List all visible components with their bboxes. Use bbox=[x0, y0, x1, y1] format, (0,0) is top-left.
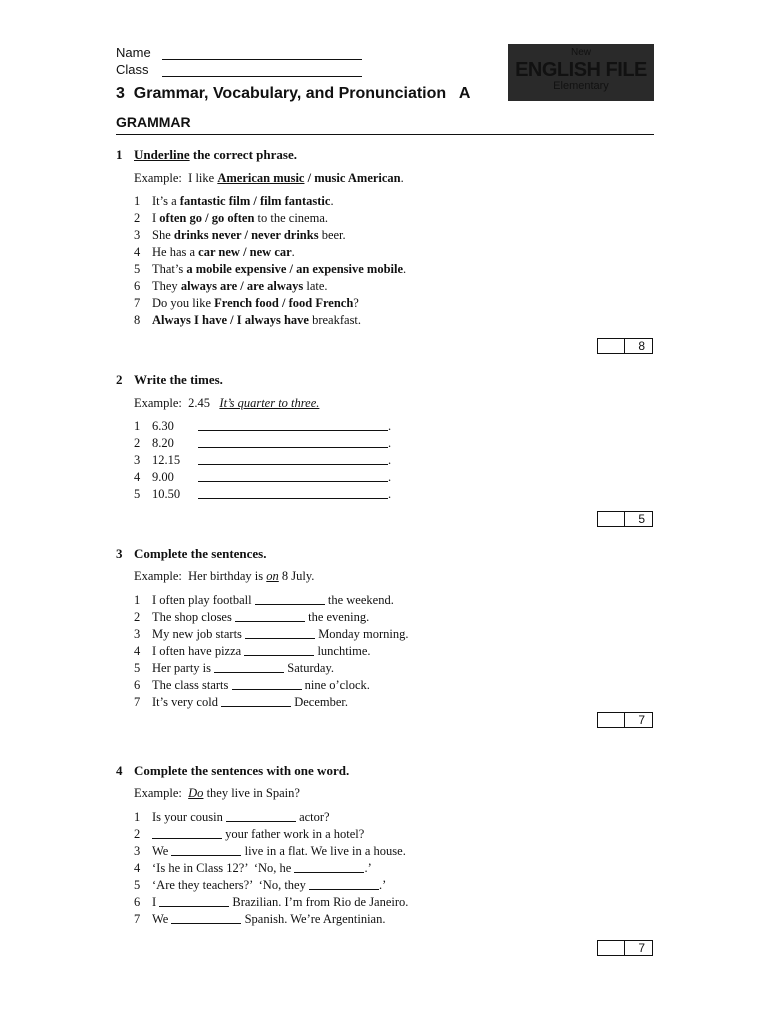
q1-item[interactable] bbox=[134, 312, 406, 329]
item-text: . bbox=[291, 245, 295, 259]
item-text: They bbox=[152, 279, 181, 293]
answer-blank[interactable] bbox=[214, 662, 284, 673]
item-number: 4 bbox=[134, 861, 141, 875]
q4-score-input[interactable] bbox=[597, 940, 625, 956]
q3-item bbox=[134, 677, 408, 694]
item-text: It’s very cold bbox=[152, 695, 222, 709]
q1-item[interactable] bbox=[134, 193, 406, 210]
item-text: . bbox=[330, 194, 334, 208]
item-number: 7 bbox=[134, 695, 141, 709]
item-number: 3 bbox=[134, 228, 141, 242]
answer-blank[interactable] bbox=[294, 862, 364, 873]
item-text: The class starts bbox=[152, 678, 232, 692]
item-text: We bbox=[152, 912, 172, 926]
item-text: Brazilian. I’m from Rio de Janeiro. bbox=[229, 895, 409, 909]
item-number: 1 bbox=[134, 810, 141, 824]
item-number: 8 bbox=[134, 313, 141, 327]
q3-score-total: 7 bbox=[624, 712, 653, 728]
item-number: 1 bbox=[134, 593, 141, 607]
item-number: 2 bbox=[134, 436, 141, 450]
item-text: Saturday. bbox=[284, 661, 335, 675]
q3-example bbox=[134, 569, 314, 584]
answer-blank[interactable] bbox=[198, 437, 388, 448]
q2-example-time: 2.45 bbox=[188, 396, 211, 410]
item-number: 3 bbox=[134, 453, 141, 467]
item-number: 5 bbox=[134, 262, 141, 276]
item-text: ‘Are they teachers?’ ‘No, they bbox=[152, 878, 309, 892]
answer-blank[interactable] bbox=[255, 594, 325, 605]
item-number: 3 bbox=[134, 844, 141, 858]
q3-items bbox=[134, 592, 408, 711]
q3-item bbox=[134, 694, 408, 711]
q3-item bbox=[134, 626, 408, 643]
q3-example-label: Example: bbox=[134, 569, 182, 583]
item-text: Spanish. We’re Argentinian. bbox=[241, 912, 386, 926]
q4-item bbox=[134, 843, 408, 860]
item-text: .’ bbox=[378, 878, 387, 892]
q2-title bbox=[116, 372, 223, 388]
item-text: ‘Is he in Class 12?’ ‘No, he bbox=[152, 861, 295, 875]
item-text: . bbox=[388, 453, 392, 467]
item-text: . bbox=[388, 419, 392, 433]
q4-title bbox=[116, 763, 349, 779]
unit-title: 3 Grammar, Vocabulary, and Pronunciation A bbox=[116, 85, 471, 102]
item-text: . bbox=[403, 262, 407, 276]
item-text: the evening. bbox=[304, 610, 370, 624]
item-number: 7 bbox=[134, 296, 141, 310]
item-text: She bbox=[152, 228, 174, 242]
item-number: 6 bbox=[134, 895, 141, 909]
q4-item bbox=[134, 894, 408, 911]
item-options[interactable]: drinks never / never drinks bbox=[173, 228, 319, 242]
item-number: 4 bbox=[134, 470, 141, 484]
item-text: ? bbox=[353, 296, 359, 310]
item-options[interactable]: a mobile expensive / an expensive mobile bbox=[186, 262, 404, 276]
q1-example-post: . bbox=[400, 171, 404, 185]
q2-items bbox=[134, 418, 391, 503]
q2-example-label: Example: bbox=[134, 396, 182, 410]
item-text: . bbox=[388, 436, 392, 450]
item-text: your father work in a hotel? bbox=[222, 827, 365, 841]
logo-sub-text: Elementary bbox=[553, 80, 609, 92]
q1-item[interactable] bbox=[134, 210, 406, 227]
item-time: 10.50 bbox=[152, 487, 181, 501]
item-text: breakfast. bbox=[308, 313, 362, 327]
q3-score-input[interactable] bbox=[597, 712, 625, 728]
answer-blank[interactable] bbox=[221, 696, 291, 707]
name-field[interactable] bbox=[162, 59, 362, 60]
item-text: . bbox=[388, 470, 392, 484]
q3-item bbox=[134, 592, 408, 609]
answer-blank[interactable] bbox=[198, 471, 388, 482]
q2-title-text: Write the times. bbox=[134, 372, 223, 387]
item-number: 4 bbox=[134, 245, 141, 259]
item-text: We bbox=[152, 844, 172, 858]
item-text: The shop closes bbox=[152, 610, 235, 624]
item-text: I often have pizza bbox=[152, 644, 245, 658]
item-number: 2 bbox=[134, 211, 141, 225]
item-text: .’ bbox=[364, 861, 372, 875]
q4-score-total: 7 bbox=[624, 940, 653, 956]
item-options[interactable]: always are / are always bbox=[180, 279, 304, 293]
q2-item bbox=[134, 418, 391, 435]
q1-example-pre: I like bbox=[188, 171, 218, 185]
answer-blank[interactable] bbox=[235, 611, 305, 622]
q1-example-answer: American music bbox=[217, 171, 305, 185]
q4-item bbox=[134, 911, 408, 928]
item-options[interactable]: French food / food French bbox=[214, 296, 354, 310]
q4-example-label: Example: bbox=[134, 786, 182, 800]
item-number: 5 bbox=[134, 878, 141, 892]
item-number: 4 bbox=[134, 644, 141, 658]
item-options[interactable]: often go / go often bbox=[159, 211, 255, 225]
item-text: I bbox=[152, 895, 160, 909]
q3-item bbox=[134, 660, 408, 677]
q1-item[interactable] bbox=[134, 278, 406, 295]
q1-number: 1 bbox=[116, 147, 123, 162]
name-label: Name bbox=[116, 45, 151, 60]
item-text: He has a bbox=[152, 245, 199, 259]
item-text: Do you like bbox=[152, 296, 215, 310]
item-number: 7 bbox=[134, 912, 141, 926]
item-text: late. bbox=[303, 279, 328, 293]
item-options[interactable]: fantastic film / film fantastic bbox=[179, 194, 331, 208]
item-options[interactable]: car new / new car bbox=[198, 245, 292, 259]
section-heading: GRAMMAR bbox=[116, 114, 191, 130]
q2-score-total: 5 bbox=[624, 511, 653, 527]
q1-score-input[interactable] bbox=[597, 338, 625, 354]
answer-blank[interactable] bbox=[232, 679, 302, 690]
q1-title-rest: the correct phrase. bbox=[189, 147, 297, 162]
answer-blank[interactable] bbox=[152, 828, 222, 839]
answer-blank[interactable] bbox=[244, 645, 314, 656]
answer-blank[interactable] bbox=[171, 913, 241, 924]
item-time: 6.30 bbox=[152, 419, 174, 433]
q4-items bbox=[134, 809, 408, 928]
answer-blank[interactable] bbox=[198, 488, 388, 499]
item-text: actor? bbox=[295, 810, 330, 824]
q1-item[interactable] bbox=[134, 295, 406, 312]
q4-example-answer: Do bbox=[188, 786, 204, 800]
item-text: lunchtime. bbox=[314, 644, 371, 658]
item-number: 2 bbox=[134, 827, 141, 841]
item-number: 2 bbox=[134, 610, 141, 624]
q1-items bbox=[134, 193, 406, 329]
q1-title bbox=[116, 147, 297, 163]
item-number: 1 bbox=[134, 194, 141, 208]
q4-item bbox=[134, 826, 408, 843]
item-number: 3 bbox=[134, 627, 141, 641]
item-text: December. bbox=[291, 695, 349, 709]
q3-example-pre: Her birthday is bbox=[188, 569, 267, 583]
answer-blank[interactable] bbox=[198, 454, 388, 465]
item-text: live in a flat. We live in a house. bbox=[241, 844, 406, 858]
section-divider bbox=[116, 134, 654, 135]
item-text: It’s a bbox=[152, 194, 180, 208]
answer-blank[interactable] bbox=[309, 879, 379, 890]
q2-example-answer: It’s quarter to three. bbox=[219, 396, 320, 410]
answer-blank[interactable] bbox=[226, 811, 296, 822]
q1-item[interactable] bbox=[134, 261, 406, 278]
q2-item bbox=[134, 486, 391, 503]
q1-example-label: Example: bbox=[134, 171, 182, 185]
item-time: 12.15 bbox=[152, 453, 181, 467]
item-time: 9.00 bbox=[152, 470, 174, 484]
item-number: 6 bbox=[134, 678, 141, 692]
q2-item bbox=[134, 435, 391, 452]
q3-item bbox=[134, 609, 408, 626]
item-text: Is your cousin bbox=[152, 810, 226, 824]
item-text: My new job starts bbox=[152, 627, 246, 641]
q1-title-underlined: Underline bbox=[134, 147, 190, 162]
item-number: 5 bbox=[134, 487, 141, 501]
item-text: beer. bbox=[318, 228, 346, 242]
q4-number: 4 bbox=[116, 763, 123, 778]
answer-blank[interactable] bbox=[198, 420, 388, 431]
q2-item bbox=[134, 452, 391, 469]
answer-blank[interactable] bbox=[245, 628, 315, 639]
q4-example-post: they live in Spain? bbox=[203, 786, 300, 800]
item-text: the weekend. bbox=[324, 593, 394, 607]
q3-title-text: Complete the sentences. bbox=[134, 546, 267, 561]
q4-item bbox=[134, 860, 408, 877]
class-field[interactable] bbox=[162, 76, 362, 77]
q2-number: 2 bbox=[116, 372, 123, 387]
q3-number: 3 bbox=[116, 546, 123, 561]
q3-title bbox=[116, 546, 267, 562]
q1-example-option: / music American bbox=[304, 171, 401, 185]
q1-item[interactable] bbox=[134, 227, 406, 244]
item-text: nine o’clock. bbox=[301, 678, 370, 692]
q4-example bbox=[134, 786, 300, 801]
q1-score-total: 8 bbox=[624, 338, 653, 354]
class-label: Class bbox=[116, 62, 149, 77]
item-text: Her party is bbox=[152, 661, 215, 675]
q2-item bbox=[134, 469, 391, 486]
item-text: That’s bbox=[152, 262, 187, 276]
item-options[interactable]: Always I have / I always have bbox=[152, 313, 309, 327]
q2-score-input[interactable] bbox=[597, 511, 625, 527]
q1-item[interactable] bbox=[134, 244, 406, 261]
item-number: 6 bbox=[134, 279, 141, 293]
item-number: 1 bbox=[134, 419, 141, 433]
q4-item bbox=[134, 877, 408, 894]
q4-title-text: Complete the sentences with one word. bbox=[134, 763, 350, 778]
item-text: I bbox=[152, 211, 160, 225]
q2-example bbox=[134, 396, 319, 411]
item-text: . bbox=[388, 487, 392, 501]
q3-example-answer: on bbox=[266, 569, 279, 583]
q3-item bbox=[134, 643, 408, 660]
english-file-logo bbox=[508, 44, 654, 101]
item-text: to the cinema. bbox=[254, 211, 329, 225]
answer-blank[interactable] bbox=[171, 845, 241, 856]
answer-blank[interactable] bbox=[159, 896, 229, 907]
item-text: Monday morning. bbox=[315, 627, 409, 641]
q4-item bbox=[134, 809, 408, 826]
q1-example bbox=[134, 171, 404, 186]
logo-top-text: New bbox=[570, 47, 591, 58]
logo-main-text: ENGLISH FILE bbox=[515, 59, 647, 81]
item-text: I often play football bbox=[152, 593, 255, 607]
item-time: 8.20 bbox=[152, 436, 174, 450]
q3-example-post: 8 July. bbox=[278, 569, 315, 583]
item-number: 5 bbox=[134, 661, 141, 675]
